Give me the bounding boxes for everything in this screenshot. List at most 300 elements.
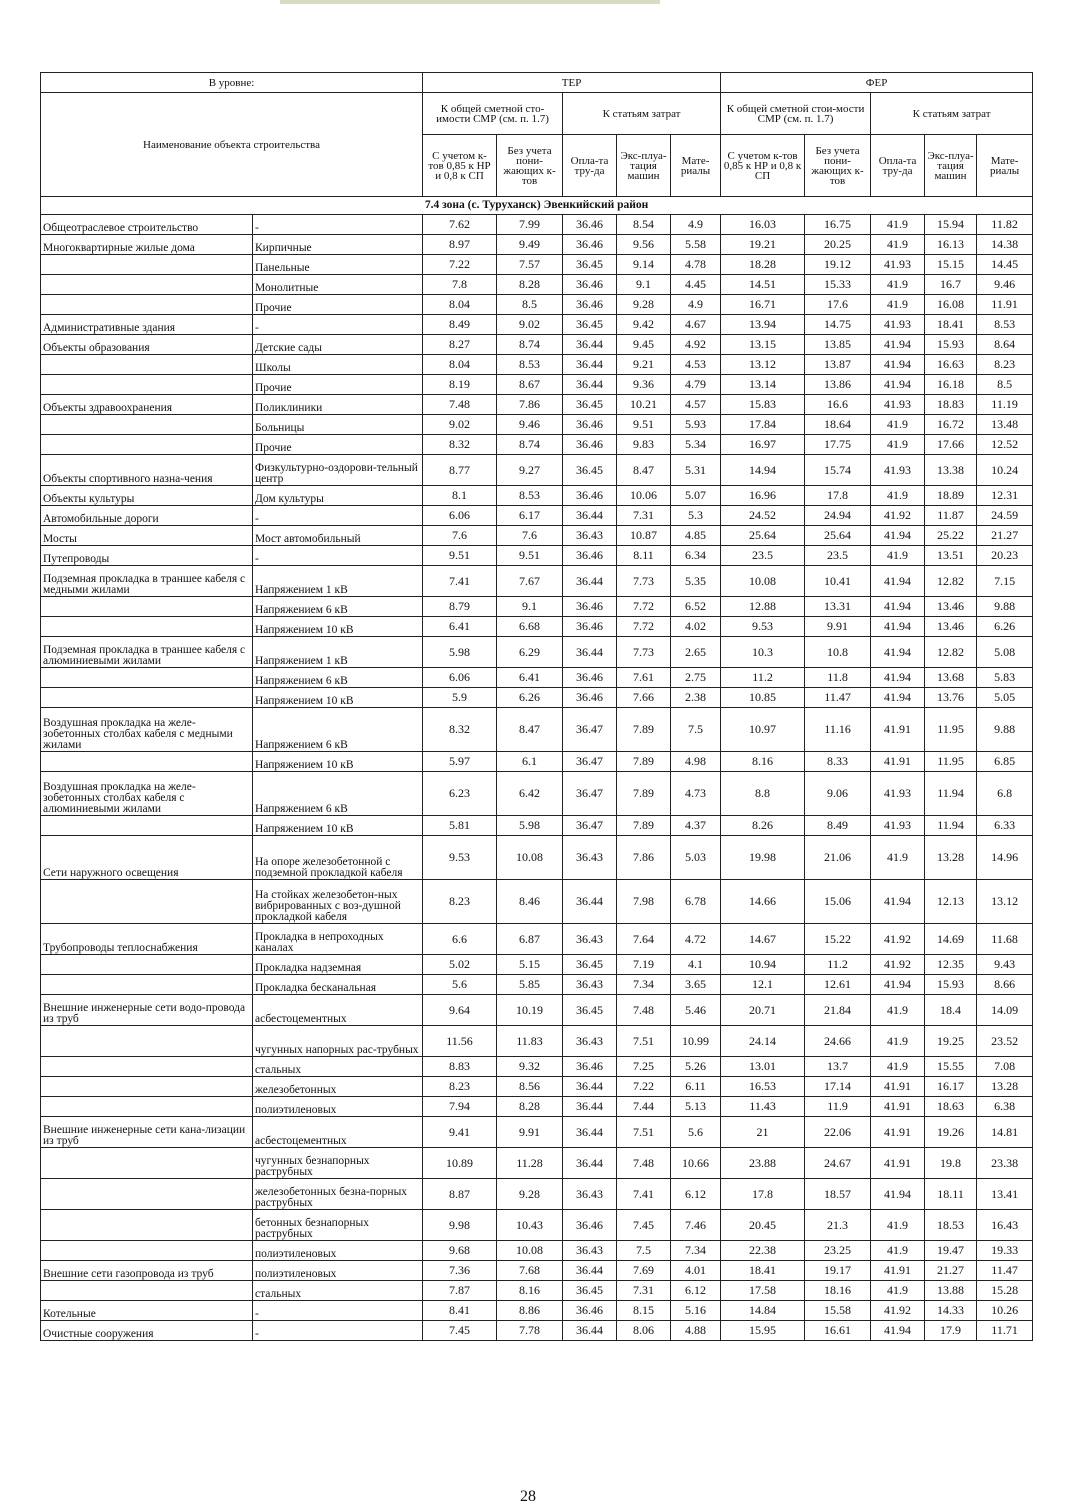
- value-cell: 8.06: [617, 1321, 671, 1341]
- value-cell: 8.16: [497, 1281, 563, 1301]
- value-cell: 19.8: [925, 1148, 977, 1179]
- value-cell: 18.41: [721, 1261, 805, 1281]
- value-cell: 8.28: [497, 275, 563, 295]
- value-cell: 13.48: [977, 415, 1033, 435]
- value-cell: 20.71: [721, 995, 805, 1026]
- value-cell: 8.8: [721, 772, 805, 816]
- value-cell: 41.9: [871, 995, 925, 1026]
- value-cell: 7.15: [977, 566, 1033, 597]
- object-name-cell: [41, 415, 253, 435]
- table-row: [41, 1057, 1033, 1077]
- value-cell: 36.47: [563, 708, 617, 752]
- value-cell: 41.91: [871, 752, 925, 772]
- value-cell: 6.41: [497, 668, 563, 688]
- value-cell: 11.28: [497, 1148, 563, 1179]
- value-cell: 6.38: [977, 1097, 1033, 1117]
- value-cell: 7.72: [617, 617, 671, 637]
- object-name-cell: Объекты культуры: [41, 486, 253, 506]
- value-cell: 5.31: [671, 455, 721, 486]
- value-cell: 6.1: [497, 752, 563, 772]
- value-cell: 14.66: [721, 880, 805, 924]
- value-cell: 7.51: [617, 1026, 671, 1057]
- value-cell: 4.37: [671, 816, 721, 836]
- value-cell: 41.94: [871, 375, 925, 395]
- value-cell: 9.06: [805, 772, 871, 816]
- table-row: [41, 526, 1033, 546]
- value-cell: 13.88: [925, 1281, 977, 1301]
- ter-materials-header: Мате-риалы: [671, 135, 721, 197]
- ter-total-ref-header: К общей сметной сто-имости СМР (см. п. 1.7): [423, 93, 563, 135]
- value-cell: 36.44: [563, 355, 617, 375]
- table-row: [41, 597, 1033, 617]
- table-row: [41, 955, 1033, 975]
- table-body: [41, 197, 1033, 1341]
- value-cell: 36.44: [563, 1261, 617, 1281]
- value-cell: 24.94: [805, 506, 871, 526]
- object-name-cell: Сети наружного освещения: [41, 836, 253, 880]
- value-cell: 8.1: [423, 486, 497, 506]
- value-cell: 36.46: [563, 275, 617, 295]
- value-cell: 7.73: [617, 566, 671, 597]
- value-cell: 8.79: [423, 597, 497, 617]
- coefficients-table: [40, 72, 1033, 1341]
- value-cell: 41.92: [871, 955, 925, 975]
- value-cell: 7.08: [977, 1057, 1033, 1077]
- value-cell: 15.74: [805, 455, 871, 486]
- value-cell: 10.87: [617, 526, 671, 546]
- value-cell: 4.02: [671, 617, 721, 637]
- value-cell: 41.9: [871, 275, 925, 295]
- object-type-cell: -: [253, 546, 423, 566]
- value-cell: 8.53: [497, 355, 563, 375]
- value-cell: 36.46: [563, 597, 617, 617]
- value-cell: 9.88: [977, 597, 1033, 617]
- value-cell: 7.98: [617, 880, 671, 924]
- value-cell: 8.54: [617, 215, 671, 235]
- page-edge-mark: [280, 0, 660, 4]
- value-cell: 13.46: [925, 597, 977, 617]
- value-cell: 4.85: [671, 526, 721, 546]
- fer-header: ФЕР: [721, 73, 1033, 93]
- value-cell: 11.87: [925, 506, 977, 526]
- value-cell: 4.57: [671, 395, 721, 415]
- table-row: [41, 1179, 1033, 1210]
- value-cell: 6.8: [977, 772, 1033, 816]
- value-cell: 5.98: [497, 816, 563, 836]
- value-cell: 11.83: [497, 1026, 563, 1057]
- object-type-cell: железобетонных безна-порных раструбных: [253, 1179, 423, 1210]
- object-type-cell: бетонных безнапорных раструбных: [253, 1210, 423, 1241]
- object-type-cell: Прокладка надземная: [253, 955, 423, 975]
- value-cell: 36.47: [563, 752, 617, 772]
- value-cell: 7.99: [497, 215, 563, 235]
- table-row: [41, 375, 1033, 395]
- value-cell: 9.27: [497, 455, 563, 486]
- object-name-cell: Котельные: [41, 1301, 253, 1321]
- value-cell: 21: [721, 1117, 805, 1148]
- value-cell: 7.67: [497, 566, 563, 597]
- value-cell: 7.45: [423, 1321, 497, 1341]
- value-cell: 7.57: [497, 255, 563, 275]
- table-row: [41, 355, 1033, 375]
- object-name-cell: [41, 1148, 253, 1179]
- table-row: [41, 235, 1033, 255]
- value-cell: 41.9: [871, 415, 925, 435]
- value-cell: 41.9: [871, 215, 925, 235]
- value-cell: 41.91: [871, 1117, 925, 1148]
- value-cell: 15.94: [925, 215, 977, 235]
- value-cell: 7.36: [423, 1261, 497, 1281]
- table-row: [41, 1077, 1033, 1097]
- fer-machines-header: Экс-плуа-тация машин: [925, 135, 977, 197]
- value-cell: 7.5: [671, 708, 721, 752]
- object-name-cell: Воздушная прокладка на желе-зобетонных столбах кабеля с медными жилами: [41, 708, 253, 752]
- object-type-cell: чугунных безнапорных раструбных: [253, 1148, 423, 1179]
- value-cell: 36.44: [563, 1148, 617, 1179]
- object-type-cell: Монолитные: [253, 275, 423, 295]
- object-name-cell: Путепроводы: [41, 546, 253, 566]
- value-cell: 20.45: [721, 1210, 805, 1241]
- object-type-cell: Прочие: [253, 295, 423, 315]
- value-cell: 9.02: [497, 315, 563, 335]
- value-cell: 12.31: [977, 486, 1033, 506]
- value-cell: 23.88: [721, 1148, 805, 1179]
- value-cell: 11.43: [721, 1097, 805, 1117]
- value-cell: 41.9: [871, 1057, 925, 1077]
- value-cell: 19.26: [925, 1117, 977, 1148]
- object-type-cell: Напряжением 10 кВ: [253, 617, 423, 637]
- value-cell: 41.94: [871, 335, 925, 355]
- value-cell: 2.38: [671, 688, 721, 708]
- value-cell: 41.94: [871, 668, 925, 688]
- value-cell: 11.47: [805, 688, 871, 708]
- object-type-cell: Напряжением 6 кВ: [253, 772, 423, 816]
- value-cell: 5.46: [671, 995, 721, 1026]
- value-cell: 5.08: [977, 637, 1033, 668]
- value-cell: 7.6: [497, 526, 563, 546]
- value-cell: 16.13: [925, 235, 977, 255]
- object-type-cell: Поликлиники: [253, 395, 423, 415]
- value-cell: 5.26: [671, 1057, 721, 1077]
- object-name-cell: [41, 975, 253, 995]
- fer-total-ref-header: К общей сметной стои-мости СМР (см. п. 1.7): [721, 93, 871, 135]
- table-row: [41, 975, 1033, 995]
- value-cell: 16.08: [925, 295, 977, 315]
- value-cell: 9.64: [423, 995, 497, 1026]
- value-cell: 36.45: [563, 455, 617, 486]
- value-cell: 9.41: [423, 1117, 497, 1148]
- value-cell: 9.46: [977, 275, 1033, 295]
- value-cell: 17.14: [805, 1077, 871, 1097]
- value-cell: 11.9: [805, 1097, 871, 1117]
- fer-without-coef-header: Без учета пони-жающих к-тов: [805, 135, 871, 197]
- value-cell: 41.9: [871, 1281, 925, 1301]
- value-cell: 41.91: [871, 1261, 925, 1281]
- value-cell: 41.94: [871, 637, 925, 668]
- value-cell: 7.34: [617, 975, 671, 995]
- object-name-cell: [41, 435, 253, 455]
- value-cell: 36.46: [563, 546, 617, 566]
- table-row: [41, 708, 1033, 752]
- value-cell: 19.98: [721, 836, 805, 880]
- value-cell: 18.41: [925, 315, 977, 335]
- value-cell: 9.53: [423, 836, 497, 880]
- value-cell: 18.4: [925, 995, 977, 1026]
- fer-labor-header: Опла-та тру-да: [871, 135, 925, 197]
- value-cell: 8.16: [721, 752, 805, 772]
- value-cell: 9.28: [617, 295, 671, 315]
- value-cell: 4.92: [671, 335, 721, 355]
- value-cell: 16.43: [977, 1210, 1033, 1241]
- value-cell: 41.92: [871, 506, 925, 526]
- value-cell: 8.49: [423, 315, 497, 335]
- value-cell: 36.43: [563, 1026, 617, 1057]
- value-cell: 4.98: [671, 752, 721, 772]
- value-cell: 41.93: [871, 816, 925, 836]
- value-cell: 10.89: [423, 1148, 497, 1179]
- value-cell: 13.41: [977, 1179, 1033, 1210]
- value-cell: 5.05: [977, 688, 1033, 708]
- value-cell: 5.34: [671, 435, 721, 455]
- table-row: [41, 395, 1033, 415]
- value-cell: 10.94: [721, 955, 805, 975]
- value-cell: 8.97: [423, 235, 497, 255]
- table-row: [41, 688, 1033, 708]
- value-cell: 15.58: [805, 1301, 871, 1321]
- value-cell: 36.46: [563, 486, 617, 506]
- value-cell: 11.94: [925, 816, 977, 836]
- value-cell: 36.46: [563, 617, 617, 637]
- value-cell: 5.6: [671, 1117, 721, 1148]
- value-cell: 36.44: [563, 375, 617, 395]
- value-cell: 41.94: [871, 880, 925, 924]
- value-cell: 10.19: [497, 995, 563, 1026]
- object-name-cell: [41, 617, 253, 637]
- value-cell: 41.94: [871, 617, 925, 637]
- value-cell: 14.75: [805, 315, 871, 335]
- value-cell: 8.64: [977, 335, 1033, 355]
- value-cell: 41.9: [871, 1210, 925, 1241]
- object-type-cell: Мост автомобильный: [253, 526, 423, 546]
- value-cell: 19.21: [721, 235, 805, 255]
- value-cell: 41.94: [871, 526, 925, 546]
- value-cell: 9.14: [617, 255, 671, 275]
- value-cell: 8.49: [805, 816, 871, 836]
- value-cell: 10.41: [805, 566, 871, 597]
- table-row: [41, 1301, 1033, 1321]
- value-cell: 17.66: [925, 435, 977, 455]
- value-cell: 36.44: [563, 1097, 617, 1117]
- object-name-cell: Подземная прокладка в траншее кабеля с медными жилами: [41, 566, 253, 597]
- table-row: [41, 506, 1033, 526]
- value-cell: 9.43: [977, 955, 1033, 975]
- value-cell: 13.15: [721, 335, 805, 355]
- value-cell: 13.46: [925, 617, 977, 637]
- object-type-cell: Напряжением 10 кВ: [253, 752, 423, 772]
- value-cell: 8.67: [497, 375, 563, 395]
- value-cell: 9.53: [721, 617, 805, 637]
- object-type-cell: Прокладка в непроходных каналах: [253, 924, 423, 955]
- value-cell: 4.72: [671, 924, 721, 955]
- value-cell: 41.91: [871, 1097, 925, 1117]
- value-cell: 14.51: [721, 275, 805, 295]
- value-cell: 15.28: [977, 1281, 1033, 1301]
- value-cell: 6.12: [671, 1179, 721, 1210]
- value-cell: 4.9: [671, 215, 721, 235]
- value-cell: 24.66: [805, 1026, 871, 1057]
- value-cell: 14.33: [925, 1301, 977, 1321]
- value-cell: 11.56: [423, 1026, 497, 1057]
- value-cell: 4.53: [671, 355, 721, 375]
- table-row: [41, 486, 1033, 506]
- value-cell: 9.49: [497, 235, 563, 255]
- value-cell: 8.32: [423, 435, 497, 455]
- value-cell: 8.47: [617, 455, 671, 486]
- value-cell: 7.86: [497, 395, 563, 415]
- value-cell: 6.12: [671, 1281, 721, 1301]
- value-cell: 6.78: [671, 880, 721, 924]
- value-cell: 8.19: [423, 375, 497, 395]
- value-cell: 41.91: [871, 708, 925, 752]
- value-cell: 16.72: [925, 415, 977, 435]
- value-cell: 7.72: [617, 597, 671, 617]
- table-row: [41, 1026, 1033, 1057]
- value-cell: 10.3: [721, 637, 805, 668]
- value-cell: 8.33: [805, 752, 871, 772]
- value-cell: 41.94: [871, 355, 925, 375]
- value-cell: 16.71: [721, 295, 805, 315]
- value-cell: 9.02: [423, 415, 497, 435]
- value-cell: 41.93: [871, 395, 925, 415]
- table-row: [41, 772, 1033, 816]
- value-cell: 41.94: [871, 566, 925, 597]
- value-cell: 22.38: [721, 1241, 805, 1261]
- object-name-cell: [41, 1281, 253, 1301]
- value-cell: 18.11: [925, 1179, 977, 1210]
- value-cell: 36.47: [563, 816, 617, 836]
- value-cell: 21.27: [925, 1261, 977, 1281]
- value-cell: 14.84: [721, 1301, 805, 1321]
- object-name-cell: Общеотраслевое строительство: [41, 215, 253, 235]
- value-cell: 15.95: [721, 1321, 805, 1341]
- value-cell: 9.42: [617, 315, 671, 335]
- value-cell: 10.08: [497, 836, 563, 880]
- value-cell: 5.02: [423, 955, 497, 975]
- value-cell: 36.43: [563, 924, 617, 955]
- value-cell: 17.8: [721, 1179, 805, 1210]
- value-cell: 10.08: [721, 566, 805, 597]
- value-cell: 13.01: [721, 1057, 805, 1077]
- value-cell: 19.47: [925, 1241, 977, 1261]
- object-type-cell: полиэтиленовых: [253, 1241, 423, 1261]
- table-row: [41, 668, 1033, 688]
- value-cell: 4.73: [671, 772, 721, 816]
- value-cell: 11.94: [925, 772, 977, 816]
- object-type-cell: Прокладка бесканальная: [253, 975, 423, 995]
- value-cell: 7.31: [617, 1281, 671, 1301]
- value-cell: 16.53: [721, 1077, 805, 1097]
- object-name-cell: [41, 816, 253, 836]
- value-cell: 24.52: [721, 506, 805, 526]
- value-cell: 15.83: [721, 395, 805, 415]
- object-type-cell: Напряжением 1 кВ: [253, 637, 423, 668]
- value-cell: 41.94: [871, 1179, 925, 1210]
- value-cell: 36.44: [563, 566, 617, 597]
- value-cell: 7.89: [617, 708, 671, 752]
- value-cell: 18.83: [925, 395, 977, 415]
- value-cell: 11.95: [925, 752, 977, 772]
- object-name-cell: [41, 355, 253, 375]
- table-row: [41, 880, 1033, 924]
- value-cell: 17.58: [721, 1281, 805, 1301]
- value-cell: 10.66: [671, 1148, 721, 1179]
- value-cell: 36.44: [563, 1321, 617, 1341]
- value-cell: 6.85: [977, 752, 1033, 772]
- value-cell: 21.84: [805, 995, 871, 1026]
- value-cell: 5.93: [671, 415, 721, 435]
- page-number: 28: [520, 1488, 536, 1505]
- value-cell: 8.53: [977, 315, 1033, 335]
- value-cell: 36.44: [563, 880, 617, 924]
- value-cell: 16.18: [925, 375, 977, 395]
- value-cell: 9.91: [497, 1117, 563, 1148]
- value-cell: 13.28: [925, 836, 977, 880]
- value-cell: 41.93: [871, 772, 925, 816]
- ter-labor-header: Опла-та тру-да: [563, 135, 617, 197]
- value-cell: 7.22: [617, 1077, 671, 1097]
- object-name-cell: [41, 1241, 253, 1261]
- value-cell: 6.23: [423, 772, 497, 816]
- value-cell: 36.44: [563, 1117, 617, 1148]
- table-row: [41, 1321, 1033, 1341]
- value-cell: 24.14: [721, 1026, 805, 1057]
- value-cell: 21.3: [805, 1210, 871, 1241]
- value-cell: 18.89: [925, 486, 977, 506]
- value-cell: 7.25: [617, 1057, 671, 1077]
- value-cell: 11.71: [977, 1321, 1033, 1341]
- value-cell: 16.6: [805, 395, 871, 415]
- value-cell: 6.06: [423, 506, 497, 526]
- value-cell: 5.81: [423, 816, 497, 836]
- object-type-cell: чугунных напорных рас-трубных: [253, 1026, 423, 1057]
- value-cell: 16.96: [721, 486, 805, 506]
- table-row: [41, 566, 1033, 597]
- value-cell: 11.47: [977, 1261, 1033, 1281]
- value-cell: 3.65: [671, 975, 721, 995]
- value-cell: 6.26: [497, 688, 563, 708]
- value-cell: 19.25: [925, 1026, 977, 1057]
- object-type-cell: стальных: [253, 1057, 423, 1077]
- value-cell: 12.82: [925, 637, 977, 668]
- object-name-cell: Объекты здравоохранения: [41, 395, 253, 415]
- value-cell: 36.46: [563, 668, 617, 688]
- object-name-cell: [41, 375, 253, 395]
- value-cell: 9.51: [497, 546, 563, 566]
- object-type-cell: асбестоцементных: [253, 1117, 423, 1148]
- value-cell: 6.52: [671, 597, 721, 617]
- value-cell: 14.45: [977, 255, 1033, 275]
- object-name-cell: Автомобильные дороги: [41, 506, 253, 526]
- value-cell: 6.29: [497, 637, 563, 668]
- value-cell: 9.51: [423, 546, 497, 566]
- value-cell: 5.98: [423, 637, 497, 668]
- object-name-cell: Подземная прокладка в траншее кабеля с алюминиевыми жилами: [41, 637, 253, 668]
- object-name-cell: Объекты спортивного назна-чения: [41, 455, 253, 486]
- table-row: [41, 255, 1033, 275]
- value-cell: 5.58: [671, 235, 721, 255]
- fer-by-cost-header: К статьям затрат: [871, 93, 1033, 135]
- value-cell: 7.94: [423, 1097, 497, 1117]
